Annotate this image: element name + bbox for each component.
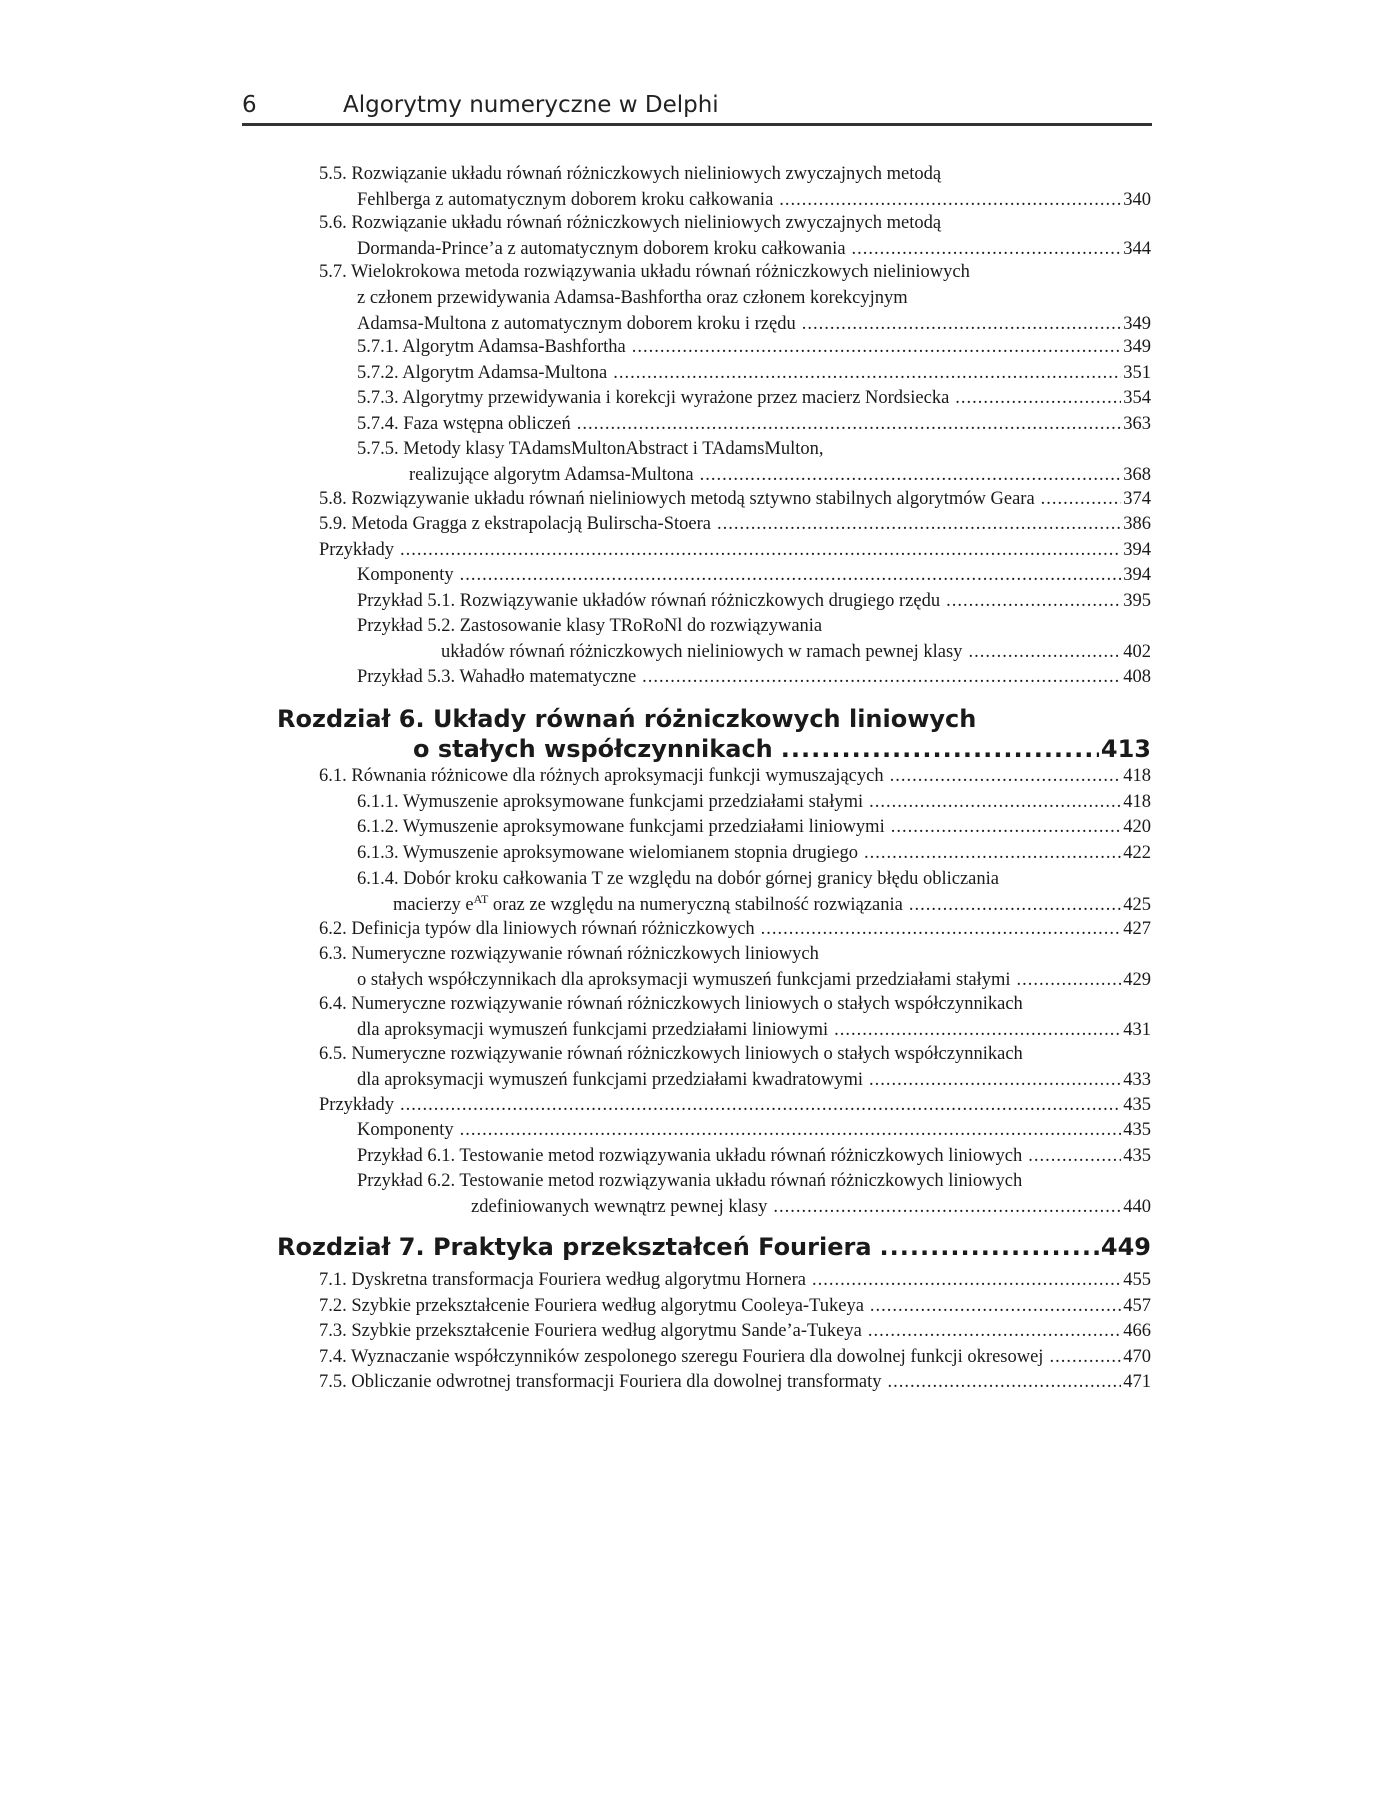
toc-entry: 5.7.1. Algorytm Adamsa-Bashfortha ..... 349	[357, 334, 1151, 360]
page-ref: 471	[1123, 1372, 1151, 1392]
page-ref: 440	[1123, 1197, 1151, 1217]
page-ref: 420	[1123, 817, 1151, 837]
page-ref: 368	[1123, 465, 1151, 485]
page-ref: 363	[1123, 414, 1151, 434]
toc-entry: 6.3. Numeryczne rozwiązywanie równań różniczkowych liniowych o stałych współczynnikach dla aproksymacji wymuszeń funkcjami przedziałami stałymi ..... 429	[319, 941, 1151, 993]
toc-entry: Komponenty ..... 394	[357, 562, 1151, 588]
toc-entry: Przykład 5.3. Wahadło matematyczne ..... 408	[357, 664, 1151, 690]
toc-entry: 5.7.2. Algorytm Adamsa-Multona ..... 351	[357, 360, 1151, 386]
page-ref: 340	[1123, 190, 1151, 210]
toc-entry: Przykład 5.1. Rozwiązywanie układów równań różniczkowych drugiego rzędu ..... 395	[357, 588, 1151, 614]
page-ref: 349	[1123, 314, 1151, 334]
toc-entry: 5.7. Wielokrokowa metoda rozwiązywania układu równań różniczkowych nieliniowych z członem przewidywania Adamsa-Bashfortha oraz członem korekcyjnym Adamsa-Multona z automatycznym doborem kroku i rzędu ..... 349	[319, 259, 1151, 337]
page-ref: 449	[1100, 1233, 1151, 1261]
toc-entry: Przykłady ..... 435	[319, 1092, 1151, 1118]
toc-entry: 5.7.5. Metody klasy TAdamsMultonAbstract i TAdamsMulton, realizujące algorytm Adamsa-Multona ..... 368	[357, 436, 1151, 488]
page-ref: 435	[1123, 1095, 1151, 1115]
toc-entry: 6.1. Równania różnicowe dla różnych aproksymacji funkcji wymuszających ..... 418	[319, 763, 1151, 789]
page-ref: 435	[1123, 1146, 1151, 1166]
page-ref: 349	[1123, 337, 1151, 357]
toc-entry: 5.8. Rozwiązywanie układu równań nieliniowych metodą sztywno stabilnych algorytmów Geara ..... 374	[319, 486, 1151, 512]
toc-entry: 5.7.3. Algorytmy przewidywania i korekcji wyrażone przez macierz Nordsiecka ..... 354	[357, 385, 1151, 411]
toc-entry: 7.2. Szybkie przekształcenie Fouriera według algorytmu Cooleya-Tukeya ..... 457	[319, 1293, 1151, 1319]
toc-entry: Przykład 6.2. Testowanie metod rozwiązywania układu równań różniczkowych liniowych zdefiniowanych wewnątrz pewnej klasy ..... 440	[357, 1168, 1151, 1220]
header-rule	[242, 123, 1152, 126]
page-ref: 435	[1123, 1120, 1151, 1140]
page-number: 6	[242, 92, 257, 118]
toc-entry: 6.1.2. Wymuszenie aproksymowane funkcjami przedziałami liniowymi ..... 420	[357, 814, 1151, 840]
toc-entry: 6.4. Numeryczne rozwiązywanie równań różniczkowych liniowych o stałych współczynnikach dla aproksymacji wymuszeń funkcjami przedziałami liniowymi ..... 431	[319, 991, 1151, 1043]
page-ref: 422	[1123, 843, 1151, 863]
chapter-heading: Rozdział 7. Praktyka przekształceń Fouriera ..... 449	[277, 1232, 1151, 1262]
toc-entry: 6.1.4. Dobór kroku całkowania T ze względu na dobór górnej granicy błędu obliczania macierzy $e^{AT}$ oraz ze względu na numeryczną stabilność rozwiązania ..... 425	[357, 866, 1151, 918]
page-ref: 402	[1123, 642, 1151, 662]
page-ref: 431	[1123, 1020, 1151, 1040]
toc-entry: 5.7.4. Faza wstępna obliczeń ..... 363	[357, 411, 1151, 437]
page-ref: 344	[1123, 239, 1151, 259]
page-ref: 455	[1123, 1270, 1151, 1290]
page-ref: 429	[1123, 970, 1151, 990]
page-ref: 418	[1123, 766, 1151, 786]
toc-entry: Przykłady ..... 394	[319, 537, 1151, 563]
page-ref: 395	[1123, 591, 1151, 611]
page-ref: 425	[1123, 895, 1151, 915]
page-ref: 394	[1123, 565, 1151, 585]
page-ref: 470	[1123, 1347, 1151, 1367]
toc-entry: 6.5. Numeryczne rozwiązywanie równań różniczkowych liniowych o stałych współczynnikach dla aproksymacji wymuszeń funkcjami przedziałami kwadratowymi ..... 433	[319, 1041, 1151, 1093]
toc-entry: 7.3. Szybkie przekształcenie Fouriera według algorytmu Sande’a-Tukeya ..... 466	[319, 1318, 1151, 1344]
toc-entry: 5.9. Metoda Gragga z ekstrapolacją Bulirscha-Stoera ..... 386	[319, 511, 1151, 537]
page-ref: 418	[1123, 792, 1151, 812]
page-ref: 457	[1123, 1296, 1151, 1316]
page-ref: 427	[1123, 919, 1151, 939]
toc-entry: 7.5. Obliczanie odwrotnej transformacji Fouriera dla dowolnej transformaty ..... 471	[319, 1369, 1151, 1395]
superscript: AT	[473, 891, 489, 906]
page-ref: 386	[1123, 514, 1151, 534]
toc-entry: 6.1.3. Wymuszenie aproksymowane wielomianem stopnia drugiego ..... 422	[357, 840, 1151, 866]
toc-entry: 7.1. Dyskretna transformacja Fouriera według algorytmu Hornera ..... 455	[319, 1267, 1151, 1293]
page-ref: 413	[1100, 735, 1151, 763]
page-ref: 408	[1123, 667, 1151, 687]
page-ref: 466	[1123, 1321, 1151, 1341]
toc-entry: Komponenty ..... 435	[357, 1117, 1151, 1143]
page-ref: 351	[1123, 363, 1151, 383]
toc-entry: Przykład 6.1. Testowanie metod rozwiązywania układu równań różniczkowych liniowych ..... 435	[357, 1143, 1151, 1169]
chapter-heading: Rozdział 6. Układy równań różniczkowych liniowych o stałych współczynnikach ..... 413	[277, 704, 1151, 764]
toc-entry: 5.6. Rozwiązanie układu równań różniczkowych nieliniowych zwyczajnych metodą Dormanda-Prince’a z automatycznym doborem kroku całkowania ..... 344	[319, 210, 1151, 262]
book-title: Algorytmy numeryczne w Delphi	[343, 92, 719, 118]
page-ref: 354	[1123, 388, 1151, 408]
toc-entry: 6.2. Definicja typów dla liniowych równań różniczkowych ..... 427	[319, 916, 1151, 942]
toc-entry: Przykład 5.2. Zastosowanie klasy TRoRoNl do rozwiązywania układów równań różniczkowych nieliniowych w ramach pewnej klasy ..... 402	[357, 613, 1151, 665]
page-header	[242, 92, 1152, 132]
toc-entry: 6.1.1. Wymuszenie aproksymowane funkcjami przedziałami stałymi ..... 418	[357, 789, 1151, 815]
page-ref: 374	[1123, 489, 1151, 509]
toc-entry: 5.5. Rozwiązanie układu równań różniczkowych nieliniowych zwyczajnych metodą Fehlberga z automatycznym doborem kroku całkowania ..... 340	[319, 161, 1151, 213]
page-ref: 433	[1123, 1070, 1151, 1090]
page-ref: 394	[1123, 540, 1151, 560]
toc-entry: 7.4. Wyznaczanie współczynników zespolonego szeregu Fouriera dla dowolnej funkcji okresowej ..... 470	[319, 1344, 1151, 1370]
